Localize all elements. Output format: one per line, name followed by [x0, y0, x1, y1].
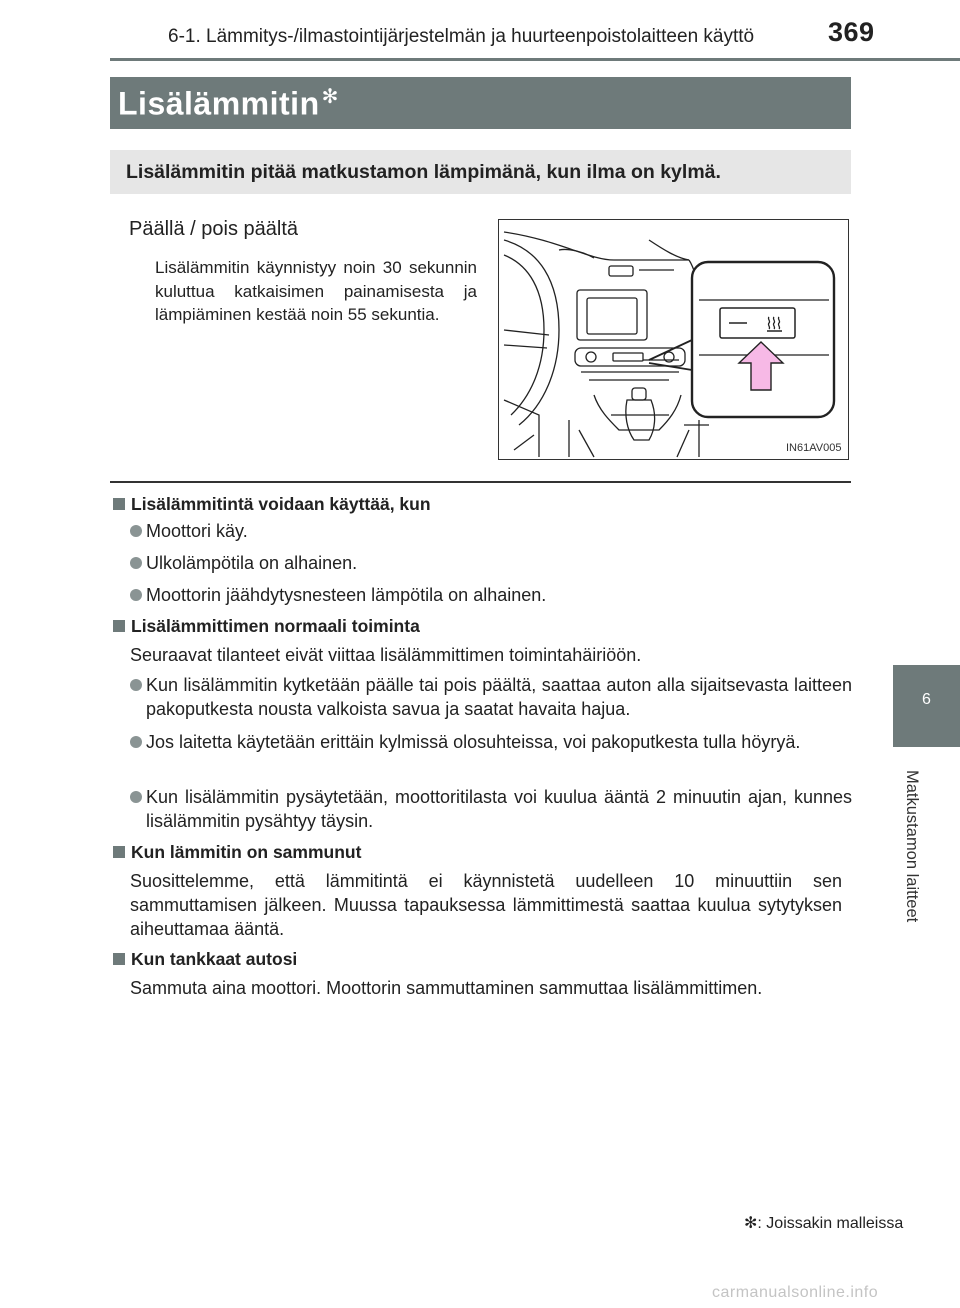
chapter-label [897, 770, 927, 970]
page-title [118, 84, 339, 123]
dashboard-illustration [498, 219, 849, 460]
bullet-text: Moottori käy. [146, 521, 248, 541]
watermark: carmanualsonline.info [712, 1284, 879, 1301]
intro-text: Lisälämmitin pitää matkustamon lämpimänä, kun ilma on kylmä. [126, 161, 721, 183]
section-heading-heater-off [113, 842, 361, 863]
section-heading-text: Lisälämmitintä voidaan käyttää, kun [131, 494, 431, 514]
bullet-item [130, 785, 852, 833]
section-heading-text: Kun lämmitin on sammunut [131, 842, 362, 862]
section-heading-refuelling [113, 949, 297, 970]
bullet-text: Moottorin jäähdytysnesteen lämpötila on alhainen. [146, 585, 547, 605]
square-bullet-icon [113, 498, 125, 510]
square-bullet-icon [113, 953, 125, 965]
bullet-dot-icon [130, 791, 142, 803]
chapter-tab: 6 [893, 665, 960, 747]
section-heading-normal-operation [113, 616, 420, 637]
bullet-item [130, 673, 852, 721]
square-bullet-icon [113, 846, 125, 858]
footnote-asterisk-icon: ✻ [744, 1215, 758, 1232]
bullet-text: Kun lisälämmitin pysäytetään, moottoritilasta voi kuulua ääntä 2 minuutin ajan, kunnes lisälämmitin pysähtyy täysin. [146, 787, 852, 831]
on-off-heading: Päällä / pois päältä [129, 218, 299, 240]
section-heading-text: Lisälämmittimen normaali toiminta [131, 616, 420, 636]
bullet-item [130, 553, 357, 574]
square-bullet-icon [113, 620, 125, 632]
section-paragraph: Seuraavat tilanteet eivät viittaa lisälämmittimen toimintahäiriöön. [130, 645, 642, 665]
section-rule [110, 481, 851, 483]
bullet-dot-icon [130, 679, 142, 691]
figure-code: IN61AV005 [786, 442, 842, 454]
bullet-dot-icon [130, 525, 142, 537]
bullet-item [130, 521, 248, 542]
page-title-text: Lisälämmitin [118, 85, 320, 122]
title-asterisk-icon: ✻ [321, 86, 339, 108]
section-heading-text: Kun tankkaat autosi [131, 949, 298, 969]
section-paragraph: Sammuta aina moottori. Moottorin sammuttaminen sammuttaa lisälämmittimen. [130, 978, 763, 998]
footnote-text: : Joissakin malleissa [757, 1215, 904, 1232]
page-number: 369 [828, 17, 875, 47]
bullet-dot-icon [130, 589, 142, 601]
bullet-dot-icon [130, 557, 142, 569]
section-heading-usage [113, 494, 431, 515]
bullet-item [130, 730, 852, 754]
footnote [744, 1213, 903, 1233]
section-paragraph: Suosittelemme, että lämmitintä ei käynnistetä uudelleen 10 minuuttiin sen sammuttamisen jälkeen. Muussa tapauksessa lämmittimestä saattaa kuulua sytytyksen aiheuttamaa ääntä. [130, 871, 842, 939]
bullet-text: Jos laitetta käytetään erittäin kylmissä olosuhteissa, voi pakoputkesta tulla höyryä. [146, 732, 801, 752]
chapter-label-text: Matkustamon laitteet [903, 770, 921, 923]
header-rule [110, 58, 960, 61]
on-off-description: Lisälämmitin käynnistyy noin 30 sekunnin kuluttua katkaisimen painamisesta ja lämpiäminen kestää noin 55 sekuntia. [155, 258, 477, 324]
bullet-text: Ulkolämpötila on alhainen. [146, 553, 358, 573]
bullet-item [130, 585, 546, 606]
bullet-dot-icon [130, 736, 142, 748]
bullet-text: Kun lisälämmitin kytketään päälle tai pois päältä, saattaa auton alla sijaitsevasta laitteen pakoputkesta nousta valkoista savua ja saatat havaita hajua. [146, 675, 852, 719]
running-header: 6-1. Lämmitys-/ilmastointijärjestelmän ja huurteenpoistolaitteen käyttö [168, 26, 755, 47]
dashboard-drawing [499, 220, 847, 458]
